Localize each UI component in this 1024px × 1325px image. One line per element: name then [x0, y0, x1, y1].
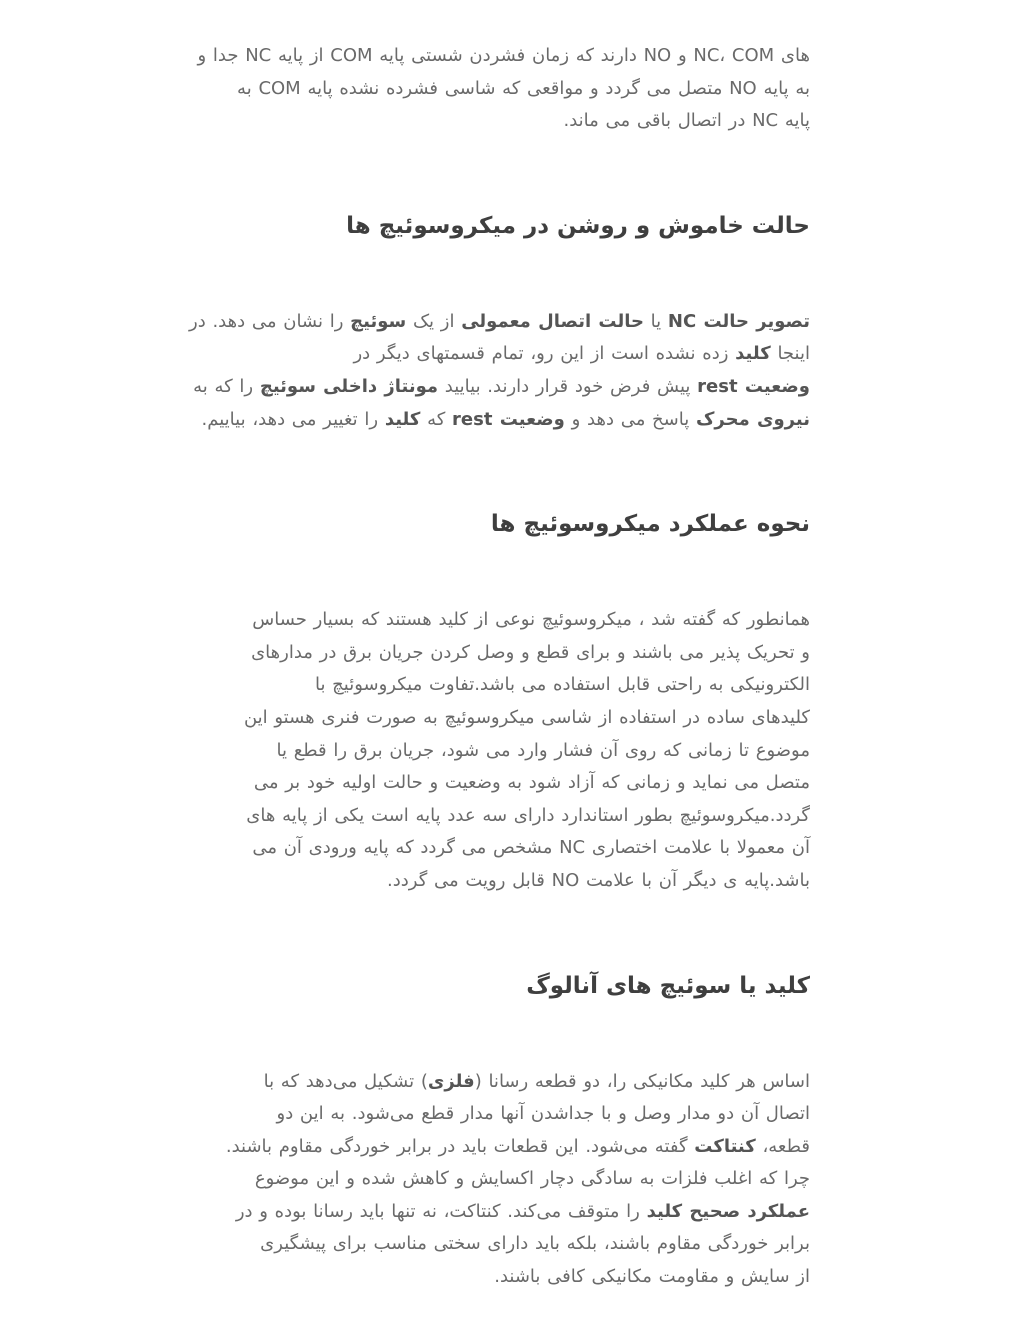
bold-term: فلزی: [427, 1070, 475, 1092]
text-run: موضوع تا زمانی که روی آن فشار وارد می شود، جریان برق را قطع یا: [276, 739, 810, 761]
paragraph-line: [214, 865, 810, 898]
paragraph-line: [214, 767, 810, 800]
paragraph-line: [214, 800, 810, 833]
paragraph-line: [214, 735, 810, 768]
text-run: کلیدهای ساده در استفاده از شاسی میکروسوئیچ به صورت فنری هستو این: [243, 706, 810, 728]
paragraph-line: [214, 604, 810, 637]
paragraph-line: [197, 40, 810, 73]
text-run: یا: [643, 310, 668, 332]
text-run: همانطور که گفته شد ، میکروسوئیچ نوعی از کلید هستند که بسیار حساس: [252, 609, 810, 631]
paragraph-line: [214, 338, 810, 371]
heading-how-it-works: نحوه عملکرد میکروسوئیچ ها: [490, 511, 810, 538]
bold-term: سوئیچ: [350, 310, 407, 332]
text-run: که: [420, 408, 453, 430]
paragraph-line: [214, 1066, 810, 1099]
text-run: متصل می نماید و زمانی که آزاد شود به وضعیت و حالت اولیه خود بر می: [253, 772, 810, 794]
paragraph-line: [201, 404, 810, 437]
text-run: اینجا: [770, 343, 810, 365]
intro-paragraph: [197, 40, 810, 138]
paragraph-line: [214, 637, 810, 670]
paragraph-line: [193, 371, 810, 404]
heading-analog-switches: کلید یا سوئیچ های آنالوگ: [526, 972, 810, 999]
text-run: آن معمولا با علامت اختصاری NC مشخص می گردد که پایه ورودی آن می: [252, 837, 810, 859]
bold-term: کلید: [735, 343, 771, 365]
text-run: ) تشکیل می‌دهد که با: [263, 1070, 428, 1092]
text-run: قطعه،: [755, 1135, 810, 1157]
text-run: را نشان می دهد. در: [189, 310, 351, 332]
on-off-state-paragraph: [189, 306, 810, 436]
text-run: الکترونیکی به راحتی قابل استفاده می باشد.تفاوت میکروسوئیچ با: [314, 674, 810, 696]
paragraph-line: [214, 1098, 810, 1131]
text-run: گردد.میکروسوئیچ بطور استاندارد دارای سه عدد پایه است یکی از پایه های: [246, 804, 810, 826]
text-run: به پایه NO متصل می گردد و مواقعی که شاسی فشرده نشده پایه COM به: [237, 77, 810, 99]
analog-switches-paragraph: [214, 1066, 810, 1294]
paragraph-line: [214, 1261, 810, 1294]
text-run: پیش فرض خود قرار دارند. بیایید: [438, 375, 698, 397]
paragraph-line: [214, 702, 810, 735]
bold-term: عملکرد صحیح کلید: [646, 1200, 810, 1222]
bold-term: کنتاکت: [694, 1135, 756, 1157]
bold-term: حالت اتصال معمولی: [461, 310, 644, 332]
text-run: از سایش و مقاومت مکانیکی کافی باشند.: [494, 1266, 810, 1288]
paragraph-line: [214, 1228, 810, 1261]
text-run: باشد.پایه ی دیگر آن با علامت NO قابل رویت می گردد.: [387, 869, 810, 891]
text-run: اساس هر کلید مکانیکی را، دو قطعه رسانا (: [474, 1070, 810, 1092]
text-run: از یک: [406, 310, 462, 332]
paragraph-line: [214, 73, 810, 106]
paragraph-line: [214, 1131, 810, 1164]
text-run: و تحریک پذیر می باشند و برای قطع و وصل کردن جریان برق در مدارهای: [251, 641, 810, 663]
heading-on-off-state: حالت خاموش و روشن در میکروسوئیچ ها: [346, 212, 810, 239]
paragraph-line: [214, 105, 810, 138]
text-run: پاسخ می دهد و: [564, 408, 696, 430]
text-run: پایه NC در اتصال باقی می ماند.: [563, 110, 810, 132]
paragraph-line: [189, 306, 810, 339]
text-run: برابر خوردگی مقاوم باشند، بلکه باید دارای سختی مناسب برای پیشگیری: [260, 1233, 810, 1255]
paragraph-line: [214, 669, 810, 702]
bold-term: وضعیت rest: [452, 408, 565, 430]
bold-term: تصویر حالت NC: [667, 310, 810, 332]
paragraph-line: [214, 1196, 810, 1229]
bold-term: کلید: [384, 408, 421, 430]
text-run: زده نشده است از این رو، تمام قسمتهای دیگر در: [353, 343, 736, 365]
bold-term: مونتاژ داخلی سوئیچ: [259, 375, 439, 397]
text-run: را تغییر می دهد، بیاییم.: [201, 408, 385, 430]
paragraph-line: [214, 1163, 810, 1196]
text-run: اتصال آن دو مدار وصل و با جداشدن آنها مدار قطع می‌شود. به این دو: [276, 1103, 810, 1125]
bold-term: نیروی محرک: [695, 408, 810, 430]
text-run: گفته می‌شود. این قطعات باید در برابر خوردگی مقاوم باشند.: [225, 1135, 695, 1157]
text-run: را متوقف می‌کند. کنتاکت، نه تنها باید رسانا بوده و در: [235, 1200, 647, 1222]
article-content: [189, 40, 810, 1294]
paragraph-line: [214, 832, 810, 865]
text-run: چرا که اغلب فلزات به سادگی دچار اکسایش و کاهش شده و این موضوع: [254, 1168, 810, 1190]
text-run: های NC، COM و NO دارند که زمان فشردن شستی پایه COM از پایه NC جدا و: [197, 45, 810, 66]
text-run: را که به: [193, 375, 260, 397]
how-it-works-paragraph: [214, 604, 810, 897]
bold-term: وضعیت rest: [697, 375, 810, 397]
